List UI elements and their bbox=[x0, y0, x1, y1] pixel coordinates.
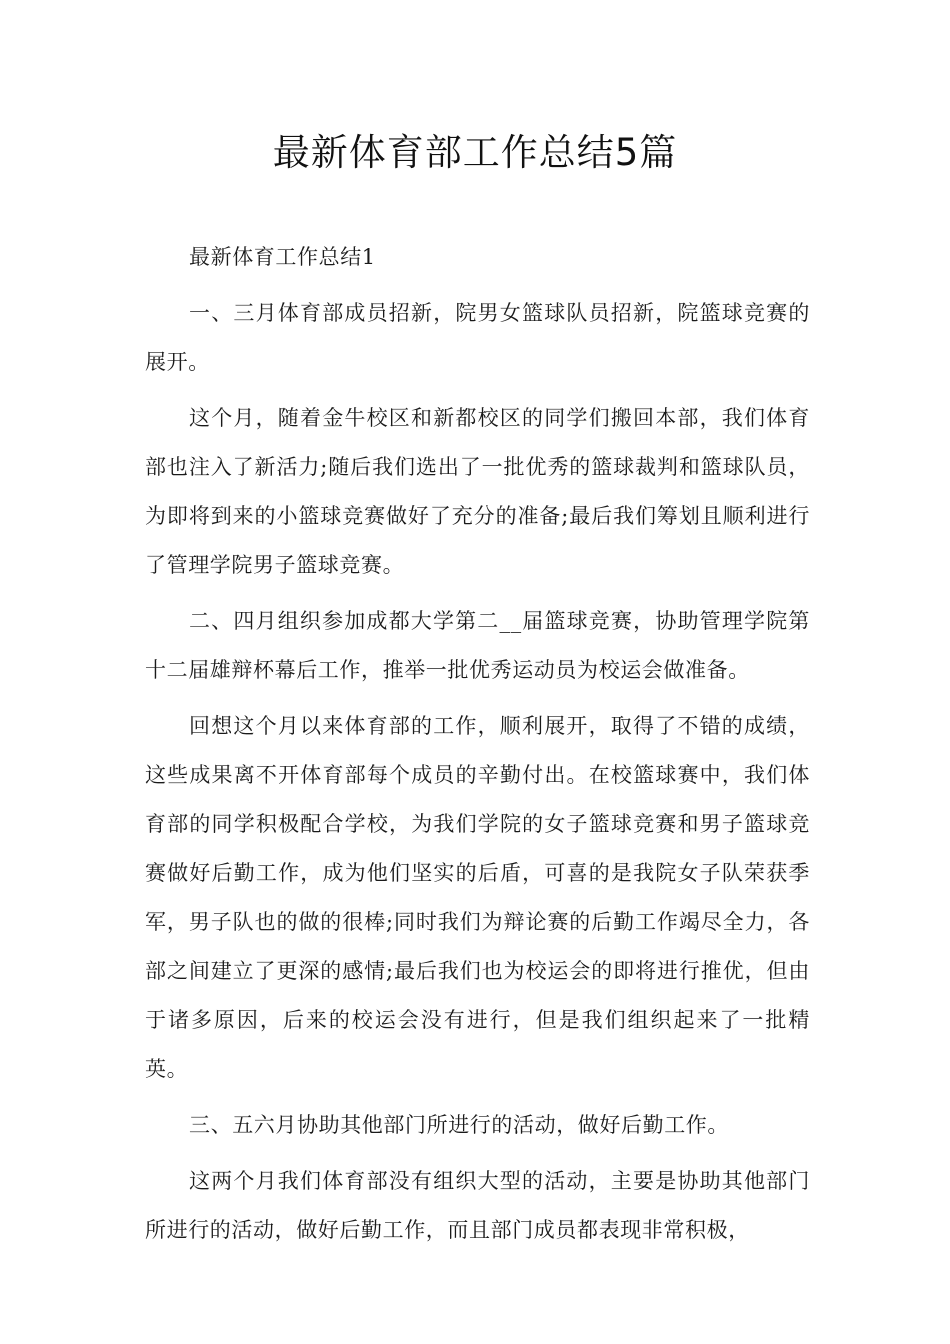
document-body bbox=[145, 233, 810, 1262]
section-heading: 最新体育工作总结1 bbox=[189, 245, 376, 269]
paragraph: 三、五六月协助其他部门所进行的活动，做好后勤工作。 bbox=[189, 1113, 729, 1137]
document-title: 最新体育部工作总结5篇 bbox=[272, 131, 678, 174]
paragraph: 这个月，随着金牛校区和新都校区的同学们搬回本部，我们体育部也注入了新活力;随后我们选出了一批优秀的篮球裁判和篮球队员，为即将到来的小篮球竞赛做好了充分的准备;最后我们筹划且顺利进行了管理学院男子篮球竞赛。 bbox=[145, 406, 810, 577]
paragraph: 一、三月体育部成员招新，院男女篮球队员招新，院篮球竞赛的展开。 bbox=[145, 301, 810, 374]
paragraph: 二、四月组织参加成都大学第二__届篮球竞赛，协助管理学院第十二届雄辩杯幕后工作，推举一批优秀运动员为校运会做准备。 bbox=[145, 609, 810, 682]
paragraph: 这两个月我们体育部没有组织大型的活动，主要是协助其他部门所进行的活动，做好后勤工作，而且部门成员都表现非常积极， bbox=[145, 1169, 810, 1242]
paragraph: 回想这个月以来体育部的工作，顺利展开，取得了不错的成绩，这些成果离不开体育部每个成员的辛勤付出。在校篮球赛中，我们体育部的同学积极配合学校，为我们学院的女子篮球竞赛和男子篮球竞赛做好后勤工作，成为他们坚实的后盾，可喜的是我院女子队荣获季军，男子队也的做的很棒;同时我们为辩论赛的后勤工作竭尽全力，各部之间建立了更深的感情;最后我们也为校运会的即将进行推优，但由于诸多原因，后来的校运会没有进行，但是我们组织起来了一批精英。 bbox=[145, 714, 810, 1081]
